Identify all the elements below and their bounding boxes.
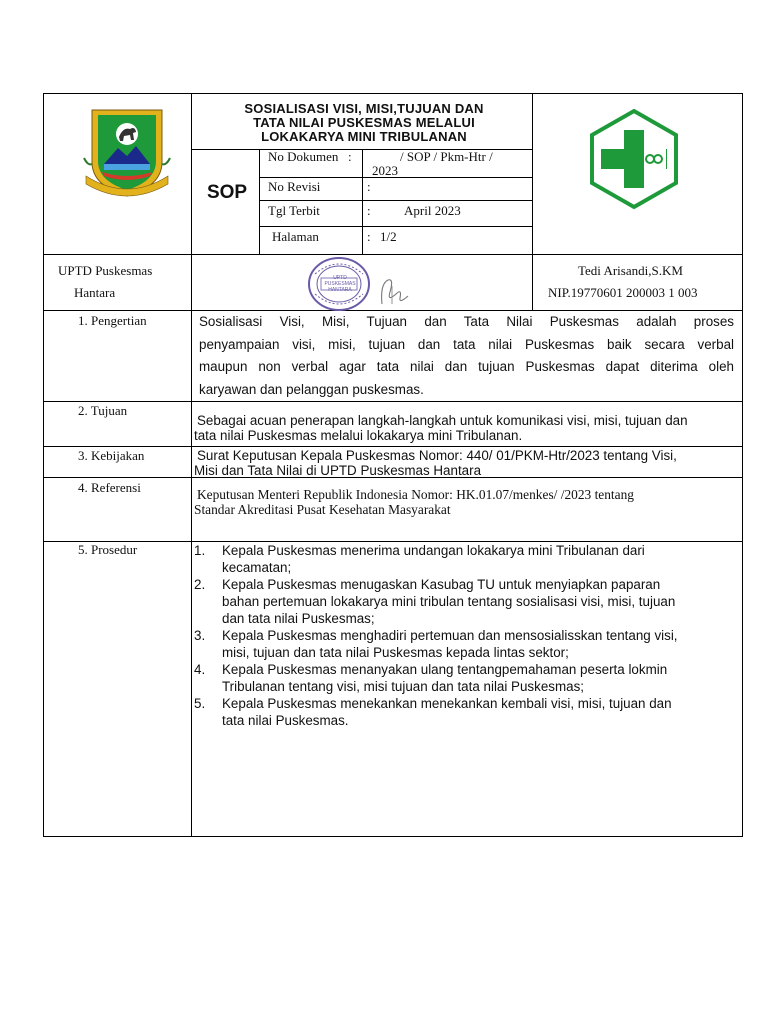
title-line-2: TATA NILAI PUSKESMAS MELALUI [253, 115, 475, 130]
meta-row-line-3 [259, 226, 533, 227]
regency-logo [78, 106, 176, 200]
step-3-line-1: Kepala Puskesmas menghadiri pertemuan dan mensosialisskan tentang visi, [222, 628, 678, 643]
table-border-top [43, 93, 743, 94]
step-1-line-1: Kepala Puskesmas menerima undangan lokakarya mini Tribulanan dari [222, 543, 645, 558]
meta-sep-tgl-terbit: : [367, 203, 371, 218]
section-text-tujuan [194, 413, 739, 443]
table-border-bottom [43, 836, 743, 837]
row-line-pengertian [43, 401, 743, 402]
step-4-line-1: Kepala Puskesmas menanyakan ulang tentangpemahaman peserta lokmin [222, 662, 668, 677]
kebijakan-line-1: Surat Keputusan Kepala Puskesmas Nomor: 440/ 01/PKM-Htr/2023 tentang Visi, [197, 448, 677, 463]
unit-name-line-2: Hantara [74, 285, 116, 300]
step-5-line-1: Kepala Puskesmas menekankan menekankan kembali visi, misi, tujuan dan [222, 696, 672, 711]
section-text-pengertian [199, 311, 734, 401]
pengertian-line-4: karyawan dan pelanggan puskesmas. [199, 381, 424, 397]
kebijakan-line-2: Misi dan Tata Nilai di UPTD Puskesmas Hantara [194, 463, 482, 478]
list-item [194, 661, 734, 695]
list-item [194, 695, 734, 729]
referensi-line-2: Standar Akreditasi Pusat Kesehatan Masyarakat [194, 502, 451, 517]
signer-name: Tedi Arisandi,S.KM [578, 263, 683, 278]
meta-value-tgl-terbit: April 2023 [404, 203, 461, 218]
meta-value-no-dokumen-year: 2023 [372, 163, 398, 178]
pengertian-line-2: penyampaian visi, misi, tujuan dan tata nilai Puskesmas baik secara verbal [199, 336, 734, 352]
list-item [194, 542, 734, 576]
pengertian-line-3: maupun non verbal agar tata nilai dan tujuan Puskesmas dapat diterima oleh [199, 359, 734, 374]
signer-block [548, 260, 736, 304]
header-bottom-line [43, 254, 743, 255]
signer-nip: NIP.19770601 200003 1 003 [548, 285, 698, 300]
meta-colon-divider [362, 149, 363, 254]
row-line-tujuan [43, 446, 743, 447]
section-label-tujuan: 2. Tujuan [78, 403, 128, 418]
pengertian-line-1: Sosialisasi Visi, Misi, Tujuan dan Tata Nilai Puskesmas adalah proses [199, 314, 734, 329]
section-text-referensi [194, 487, 739, 517]
column-divider-left [191, 93, 192, 837]
list-item [194, 576, 734, 627]
unit-name [58, 260, 152, 304]
sop-divider [259, 149, 260, 254]
meta-sep-halaman: : [367, 229, 371, 244]
table-border-left [43, 93, 44, 837]
puskesmas-logo [584, 108, 684, 210]
meta-sep-no-revisi: : [367, 179, 371, 194]
step-number: 4. [194, 662, 206, 677]
section-label-referensi: 4. Referensi [78, 480, 141, 495]
step-2-line-1: Kepala Puskesmas menugaskan Kasubag TU untuk menyiapkan paparan [222, 577, 661, 592]
meta-sep-no-dokumen: : [348, 149, 352, 164]
meta-label-tgl-terbit: Tgl Terbit [268, 203, 320, 218]
step-3-line-2: misi, tujuan dan tata nilai Puskesmas kepada lintas sektor; [222, 645, 569, 660]
list-item [194, 627, 734, 661]
section-steps-prosedur [194, 542, 734, 729]
meta-label-no-dokumen: No Dokumen [268, 149, 339, 164]
step-2-line-2: bahan pertemuan lokakarya mini tribulan tentang sosialisasi visi, misi, tujuan [222, 594, 676, 609]
meta-label-halaman: Halaman [272, 229, 319, 244]
step-number: 2. [194, 577, 206, 592]
step-number: 1. [194, 543, 206, 558]
section-label-pengertian: 1. Pengertian [78, 313, 147, 328]
meta-value-no-dokumen: / SOP / Pkm-Htr / [400, 149, 493, 164]
step-number: 3. [194, 628, 206, 643]
title-line-1: SOSIALISASI VISI, MISI,TUJUAN DAN [244, 101, 484, 116]
meta-label-no-revisi: No Revisi [268, 179, 321, 194]
meta-value-halaman: 1/2 [380, 229, 397, 244]
step-number: 5. [194, 696, 206, 711]
step-4-line-2: Tribulanan tentang visi, misi tujuan dan tata nilai Puskesmas; [222, 679, 584, 694]
unit-name-line-1: UPTD Puskesmas [58, 263, 153, 278]
title-line-3: LOKAKARYA MINI TRIBULANAN [261, 129, 467, 144]
column-divider-right-header [532, 93, 533, 310]
step-1-line-2: kecamatan; [222, 560, 292, 575]
table-border-right [742, 93, 743, 837]
stamp-text: UPTD PUSKESMAS HANTARA [324, 275, 356, 293]
tujuan-line-1: Sebagai acuan penerapan langkah-langkah untuk komunikasi visi, misi, tujuan dan [197, 413, 688, 428]
step-5-line-2: tata nilai Puskesmas. [222, 713, 349, 728]
meta-row-line-2 [259, 200, 533, 201]
section-text-kebijakan [194, 448, 739, 478]
sop-label: SOP [206, 182, 248, 203]
prosedur-list [194, 542, 734, 729]
section-label-prosedur: 5. Prosedur [78, 542, 138, 557]
tujuan-line-2: tata nilai Puskesmas melalui lokakarya mini Tribulanan. [194, 428, 523, 443]
signature-mark [374, 274, 414, 308]
section-label-kebijakan: 3. Kebijakan [78, 448, 145, 463]
document-title [196, 102, 532, 144]
step-2-line-3: dan tata nilai Puskesmas; [222, 611, 375, 626]
referensi-line-1: Keputusan Menteri Republik Indonesia Nomor: HK.01.07/menkes/ /2023 tentang [197, 487, 634, 502]
